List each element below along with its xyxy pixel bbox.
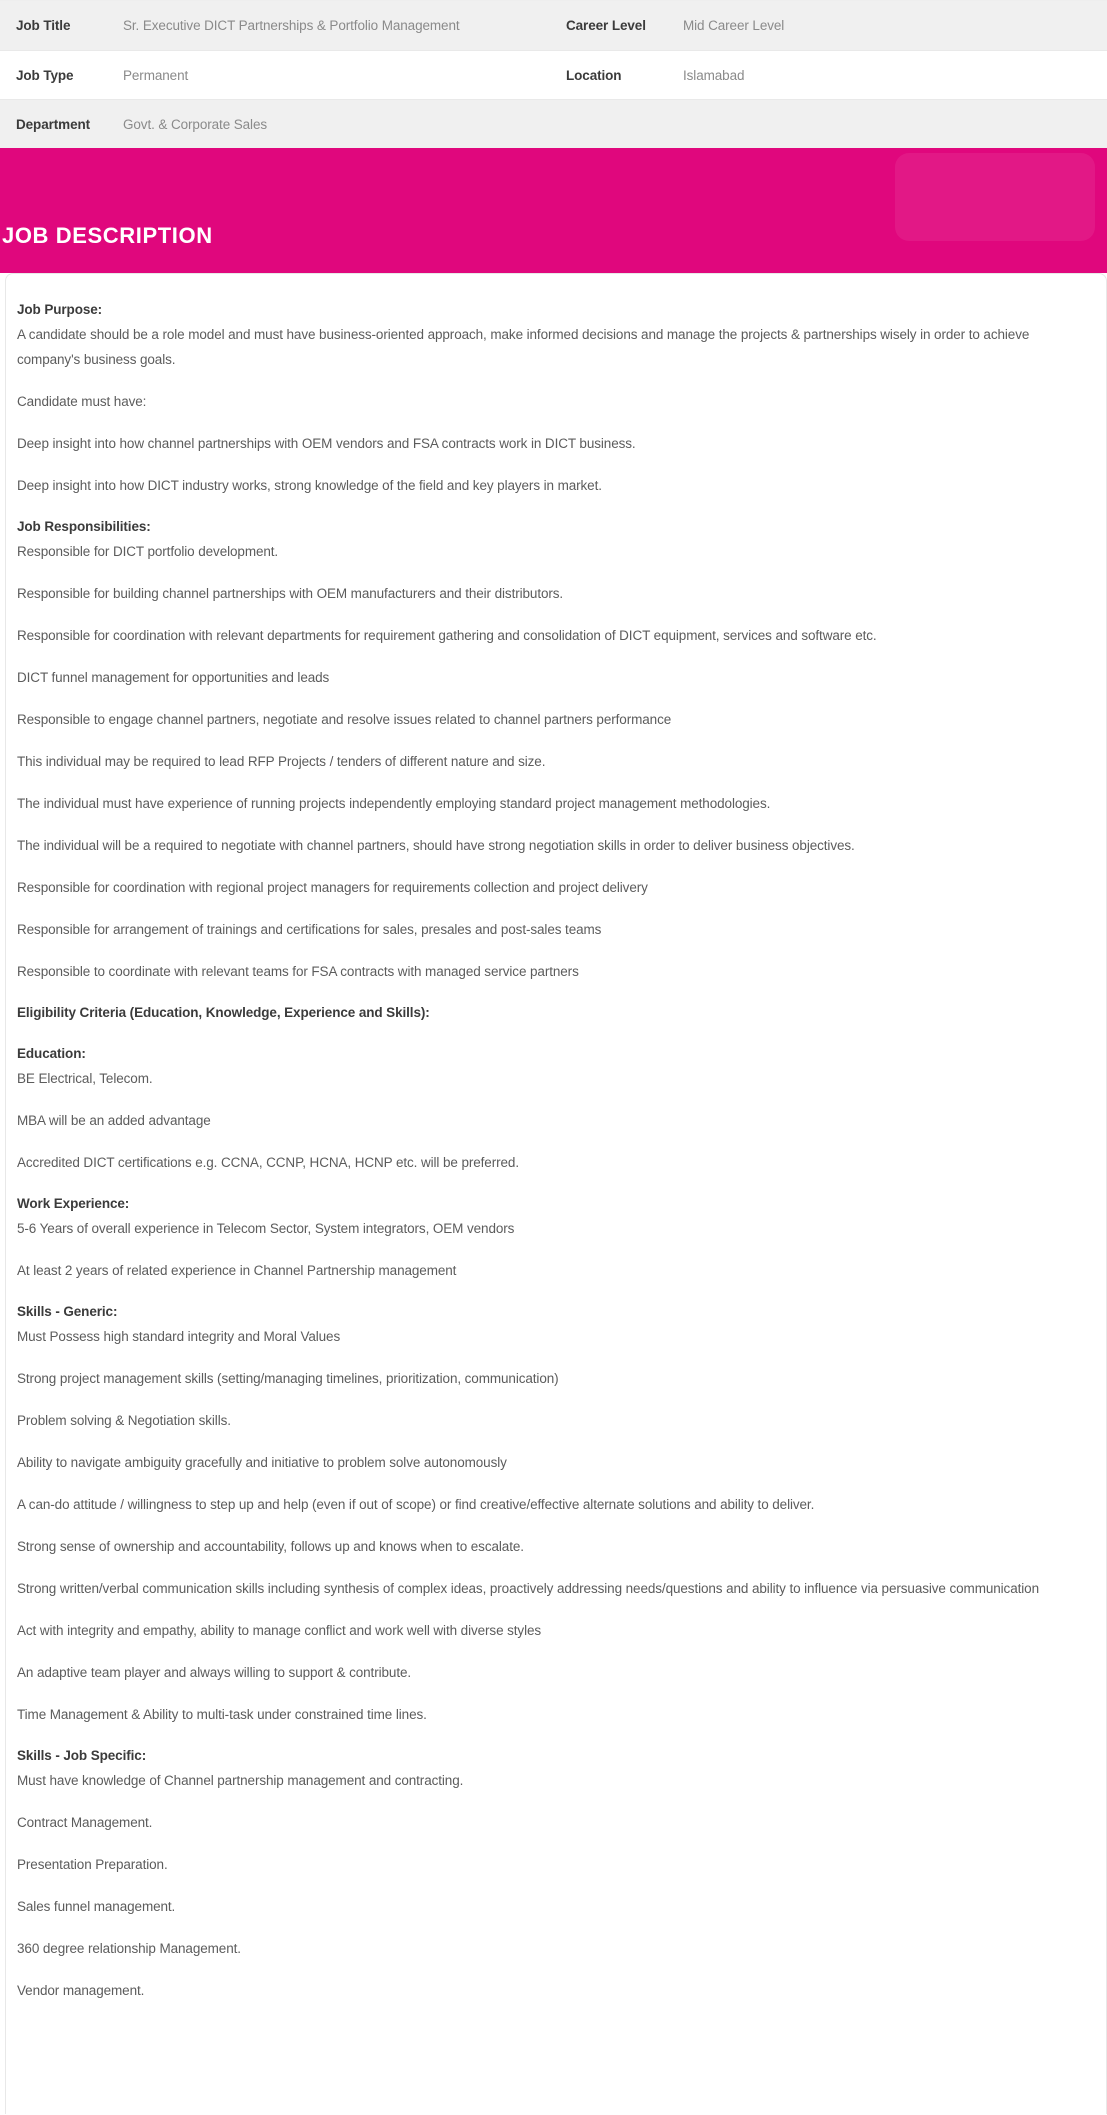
description-paragraph: Strong written/verbal communication skills including synthesis of complex ideas, proactively addressing needs/questions and ability to influence via persuasive communication bbox=[17, 1581, 1039, 1596]
description-block bbox=[17, 1576, 1088, 1601]
description-paragraph: Sales funnel management. bbox=[17, 1899, 176, 1914]
description-block bbox=[17, 581, 1088, 606]
description-block bbox=[17, 749, 1088, 774]
description-block bbox=[17, 1042, 1088, 1091]
description-paragraph: Problem solving & Negotiation skills. bbox=[17, 1413, 231, 1428]
description-heading: Job Purpose: bbox=[17, 302, 103, 317]
description-block bbox=[17, 1852, 1088, 1877]
description-block bbox=[17, 665, 1088, 690]
description-block bbox=[17, 1001, 1088, 1025]
meta-row-department bbox=[0, 99, 1107, 148]
description-block bbox=[17, 1366, 1088, 1391]
description-paragraph: Candidate must have: bbox=[17, 394, 147, 409]
description-heading: Skills - Job Specific: bbox=[17, 1748, 147, 1763]
description-block bbox=[17, 1150, 1088, 1175]
description-block bbox=[17, 431, 1088, 456]
description-block bbox=[17, 1660, 1088, 1685]
description-paragraph: The individual will be a required to negotiate with channel partners, should have strong negotiation skills in order to deliver business objectives. bbox=[17, 838, 855, 853]
description-paragraph: Presentation Preparation. bbox=[17, 1857, 168, 1872]
job-description-banner bbox=[0, 148, 1107, 273]
description-heading: Education: bbox=[17, 1046, 86, 1061]
description-heading: Eligibility Criteria (Education, Knowledge, Experience and Skills): bbox=[17, 1005, 430, 1020]
description-paragraph: Responsible for building channel partnerships with OEM manufacturers and their distributors. bbox=[17, 586, 564, 601]
location-label: Location bbox=[566, 67, 622, 83]
description-paragraph: Responsible for DICT portfolio development. bbox=[17, 544, 279, 559]
department-label: Department bbox=[16, 116, 91, 132]
description-block bbox=[17, 1300, 1088, 1349]
description-paragraph: A candidate should be a role model and must have business-oriented approach, make informed decisions and manage the projects & partnerships wisely in order to achieve company's business goals. bbox=[17, 327, 1030, 367]
career-level-label: Career Level bbox=[566, 18, 646, 33]
job-type-label: Job Type bbox=[16, 67, 74, 83]
description-heading: Work Experience: bbox=[17, 1196, 130, 1211]
description-block bbox=[17, 917, 1088, 942]
meta-row-job-type bbox=[0, 50, 1107, 99]
description-paragraph: At least 2 years of related experience in Channel Partnership management bbox=[17, 1263, 457, 1278]
description-paragraph: 360 degree relationship Management. bbox=[17, 1941, 241, 1956]
description-block bbox=[17, 515, 1088, 564]
description-heading: Job Responsibilities: bbox=[17, 519, 151, 534]
career-level-value: Mid Career Level bbox=[683, 18, 785, 33]
description-block bbox=[17, 1978, 1088, 2003]
description-block bbox=[17, 959, 1088, 984]
description-block bbox=[17, 833, 1088, 858]
description-block bbox=[17, 791, 1088, 816]
description-paragraph: Responsible to engage channel partners, negotiate and resolve issues related to channel partners performance bbox=[17, 712, 672, 727]
description-block bbox=[17, 473, 1088, 498]
page-title: JOB DESCRIPTION bbox=[2, 223, 213, 248]
description-block bbox=[17, 875, 1088, 900]
description-block bbox=[17, 389, 1088, 414]
description-blocks bbox=[17, 298, 1088, 2003]
description-paragraph: Must Possess high standard integrity and Moral Values bbox=[17, 1329, 341, 1344]
description-paragraph: BE Electrical, Telecom. bbox=[17, 1071, 153, 1086]
department-value: Govt. & Corporate Sales bbox=[123, 116, 268, 132]
job-description-card bbox=[5, 273, 1107, 2114]
description-block bbox=[17, 1618, 1088, 1643]
description-paragraph: Responsible for coordination with relevant departments for requirement gathering and consolidation of DICT equipment, services and software etc. bbox=[17, 628, 877, 643]
job-meta-table bbox=[0, 0, 1107, 148]
job-type-value: Permanent bbox=[123, 67, 189, 83]
job-title-value: Sr. Executive DICT Partnerships & Portfolio Management bbox=[123, 18, 460, 33]
description-paragraph: A can-do attitude / willingness to step up and help (even if out of scope) or find creative/effective alternate solutions and ability to deliver. bbox=[17, 1497, 815, 1512]
description-block bbox=[17, 1450, 1088, 1475]
description-block bbox=[17, 1534, 1088, 1559]
description-paragraph: MBA will be an added advantage bbox=[17, 1113, 211, 1128]
description-block bbox=[17, 1108, 1088, 1133]
description-block bbox=[17, 1492, 1088, 1517]
description-block bbox=[17, 1702, 1088, 1727]
banner-accent-shape bbox=[895, 153, 1095, 241]
description-paragraph: Responsible to coordinate with relevant teams for FSA contracts with managed service partners bbox=[17, 964, 579, 979]
meta-row-job-title bbox=[0, 1, 1107, 50]
description-paragraph: Time Management & Ability to multi-task under constrained time lines. bbox=[17, 1707, 427, 1722]
location-value: Islamabad bbox=[683, 67, 745, 83]
description-paragraph: Act with integrity and empathy, ability to manage conflict and work well with diverse styles bbox=[17, 1623, 542, 1638]
description-paragraph: This individual may be required to lead RFP Projects / tenders of different nature and size. bbox=[17, 754, 546, 769]
description-block bbox=[17, 1258, 1088, 1283]
description-paragraph: Contract Management. bbox=[17, 1815, 153, 1830]
description-block bbox=[17, 707, 1088, 732]
description-paragraph: Must have knowledge of Channel partnership management and contracting. bbox=[17, 1773, 464, 1788]
description-paragraph: Responsible for arrangement of trainings and certifications for sales, presales and post-sales teams bbox=[17, 922, 602, 937]
description-block bbox=[17, 298, 1088, 372]
description-block bbox=[17, 1810, 1088, 1835]
description-paragraph: Strong project management skills (setting/managing timelines, prioritization, communication) bbox=[17, 1371, 559, 1386]
description-heading: Skills - Generic: bbox=[17, 1304, 118, 1319]
description-paragraph: DICT funnel management for opportunities and leads bbox=[17, 670, 330, 685]
description-paragraph: Accredited DICT certifications e.g. CCNA, CCNP, HCNA, HCNP etc. will be preferred. bbox=[17, 1155, 519, 1170]
description-paragraph: An adaptive team player and always willing to support & contribute. bbox=[17, 1665, 412, 1680]
description-block bbox=[17, 1894, 1088, 1919]
description-block bbox=[17, 623, 1088, 648]
description-block bbox=[17, 1744, 1088, 1793]
description-paragraph: 5-6 Years of overall experience in Telecom Sector, System integrators, OEM vendors bbox=[17, 1221, 515, 1236]
description-block bbox=[17, 1408, 1088, 1433]
description-paragraph: Deep insight into how channel partnerships with OEM vendors and FSA contracts work in DICT business. bbox=[17, 436, 636, 451]
description-paragraph: Ability to navigate ambiguity gracefully and initiative to problem solve autonomously bbox=[17, 1455, 507, 1470]
description-paragraph: Vendor management. bbox=[17, 1983, 145, 1998]
description-paragraph: The individual must have experience of running projects independently employing standard project management methodologies. bbox=[17, 796, 771, 811]
description-paragraph: Deep insight into how DICT industry works, strong knowledge of the field and key players in market. bbox=[17, 478, 602, 493]
description-block bbox=[17, 1192, 1088, 1241]
description-paragraph: Responsible for coordination with regional project managers for requirements collection and project delivery bbox=[17, 880, 648, 895]
job-title-label: Job Title bbox=[16, 18, 71, 33]
description-paragraph: Strong sense of ownership and accountability, follows up and knows when to escalate. bbox=[17, 1539, 524, 1554]
description-block bbox=[17, 1936, 1088, 1961]
